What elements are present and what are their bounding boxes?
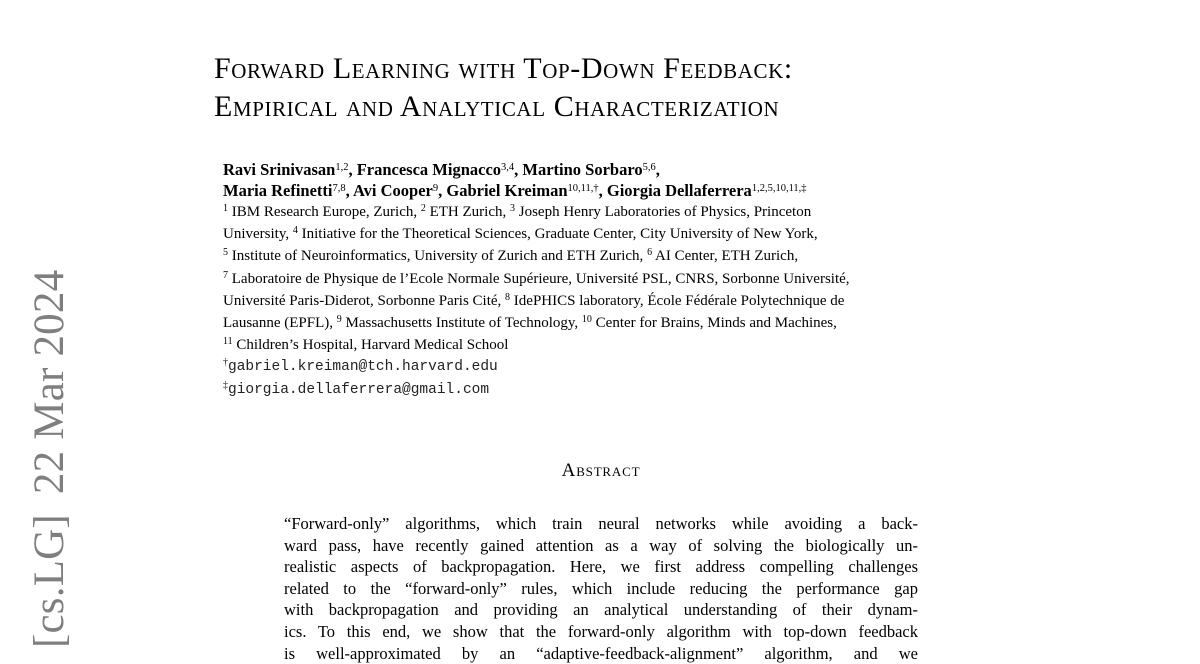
affiliation-line [223, 201, 983, 223]
author-separator: , [348, 160, 357, 179]
affiliation-line [223, 245, 983, 267]
affiliation-line [223, 268, 983, 290]
author-name: Gabriel Kreiman [446, 181, 568, 200]
affiliation-text: Joseph Henry Laboratories of Physics, Princeton [515, 204, 812, 220]
abstract-body [284, 513, 924, 663]
email-line [223, 379, 983, 402]
email-line [223, 356, 983, 379]
abstract-heading-text: Abstract [561, 460, 641, 481]
affiliation-text: ETH Zurich, [425, 204, 510, 220]
author-name: Avi Cooper [352, 181, 433, 200]
author-separator: , [598, 181, 607, 200]
authors-block [223, 159, 983, 402]
affiliation-number: 6 [647, 247, 653, 259]
author-affil-marks: 1,2,5,10,11,‡ [751, 183, 807, 194]
abstract-line: ics. To this end, we show that the forward-only algorithm with top-down feedback [284, 621, 918, 641]
affiliation-text: Laboratoire de Physique de l’Ecole Normale Supérieure, Université PSL, CNRS, Sorbonne Université, [228, 270, 850, 287]
affiliation-text: University, [223, 226, 293, 243]
emails [223, 356, 983, 402]
affiliation-text: Center for Brains, Minds and Machines, [591, 315, 837, 332]
author-affil-marks: 9 [432, 183, 439, 194]
author-line-2 [223, 180, 983, 201]
affiliation-text: Université Paris-Diderot, Sorbonne Paris Cité, [223, 292, 506, 309]
affiliation-number: 8 [505, 291, 511, 303]
affiliation-text: Children’s Hospital, Harvard Medical School [232, 337, 509, 354]
affiliation-number: 11 [223, 336, 233, 348]
affiliation-line [223, 312, 983, 334]
author-separator: , [655, 160, 660, 179]
affiliation-text: Lausanne (EPFL), [223, 315, 337, 332]
author-line-1 [223, 159, 983, 180]
affiliation-text: IdePHICS laboratory, École Fédérale Polytechnique de [510, 292, 845, 309]
arxiv-date: 22 Mar 2024 [26, 269, 73, 495]
arxiv-stamp [26, 0, 74, 648]
affiliation-number: 10 [581, 314, 592, 326]
author-separator: , [514, 160, 523, 179]
author-name: Francesca Mignacco [356, 160, 502, 179]
affiliation-text: IBM Research Europe, Zurich, [228, 204, 421, 220]
email-marker: † [223, 357, 228, 369]
author-name: Maria Refinetti [223, 181, 333, 200]
author-name: Giorgia Dellaferrera [606, 181, 752, 200]
title-line-1: Forward Learning with Top-Down Feedback: [214, 52, 793, 85]
abstract-line: related to the “forward-only” rules, which include reducing the performance gap [284, 578, 918, 598]
arxiv-category: [cs.LG] [26, 514, 73, 648]
abstract-line: is well-approximated by an “adaptive-feedback-alignment” algorithm, and we [284, 643, 918, 663]
affiliations [223, 201, 983, 356]
affiliation-number: 5 [223, 247, 228, 259]
author-name: Martino Sorbaro [522, 160, 643, 179]
author-separator: , [345, 181, 353, 200]
title-line-2: Empirical and Analytical Characterization [214, 90, 780, 123]
affiliation-text: Massachusetts Institute of Technology, [341, 315, 582, 332]
email-address: gabriel.kreiman@tch.harvard.edu [228, 359, 498, 376]
abstract-line: “Forward-only” algorithms, which train neural networks while avoiding a back- [284, 514, 918, 533]
email-address: giorgia.dellaferrera@gmail.com [228, 382, 490, 399]
affiliation-line [223, 223, 983, 245]
affiliation-text: AI Center, ETH Zurich, [652, 248, 799, 265]
affiliation-text: Initiative for the Theoretical Sciences, Graduate Center, City University of New York, [297, 226, 818, 243]
author-affil-marks: 10,11,† [567, 183, 599, 194]
author-name: Ravi Srinivasan [223, 160, 336, 179]
affiliation-line [223, 334, 983, 356]
paper-title [214, 50, 1014, 126]
email-marker: ‡ [223, 380, 228, 392]
abstract-line: realistic aspects of backpropagation. Here, we first address compelling challenges [284, 557, 918, 577]
abstract-heading [0, 460, 1200, 482]
author-affil-marks: 7,8 [332, 183, 346, 194]
abstract-line: with backpropagation and providing an analytical understanding of their dynam- [284, 600, 918, 620]
author-affil-marks: 3,4 [501, 162, 515, 173]
affiliation-number: 2 [420, 203, 426, 214]
author-separator: , [438, 181, 447, 200]
affiliation-text: Institute of Neuroinformatics, University of Zurich and ETH Zurich, [228, 248, 648, 265]
author-affil-marks: 1,2 [335, 162, 349, 173]
affiliation-number: 9 [336, 314, 342, 326]
author-affil-marks: 5,6 [642, 162, 656, 173]
affiliation-line [223, 290, 983, 312]
affiliation-number: 4 [292, 225, 298, 237]
affiliation-number: 3 [510, 203, 515, 214]
affiliation-number: 1 [223, 203, 228, 214]
affiliation-number: 7 [223, 269, 228, 281]
abstract-line: ward pass, have recently gained attention as a way of solving the biologically un- [284, 535, 918, 555]
